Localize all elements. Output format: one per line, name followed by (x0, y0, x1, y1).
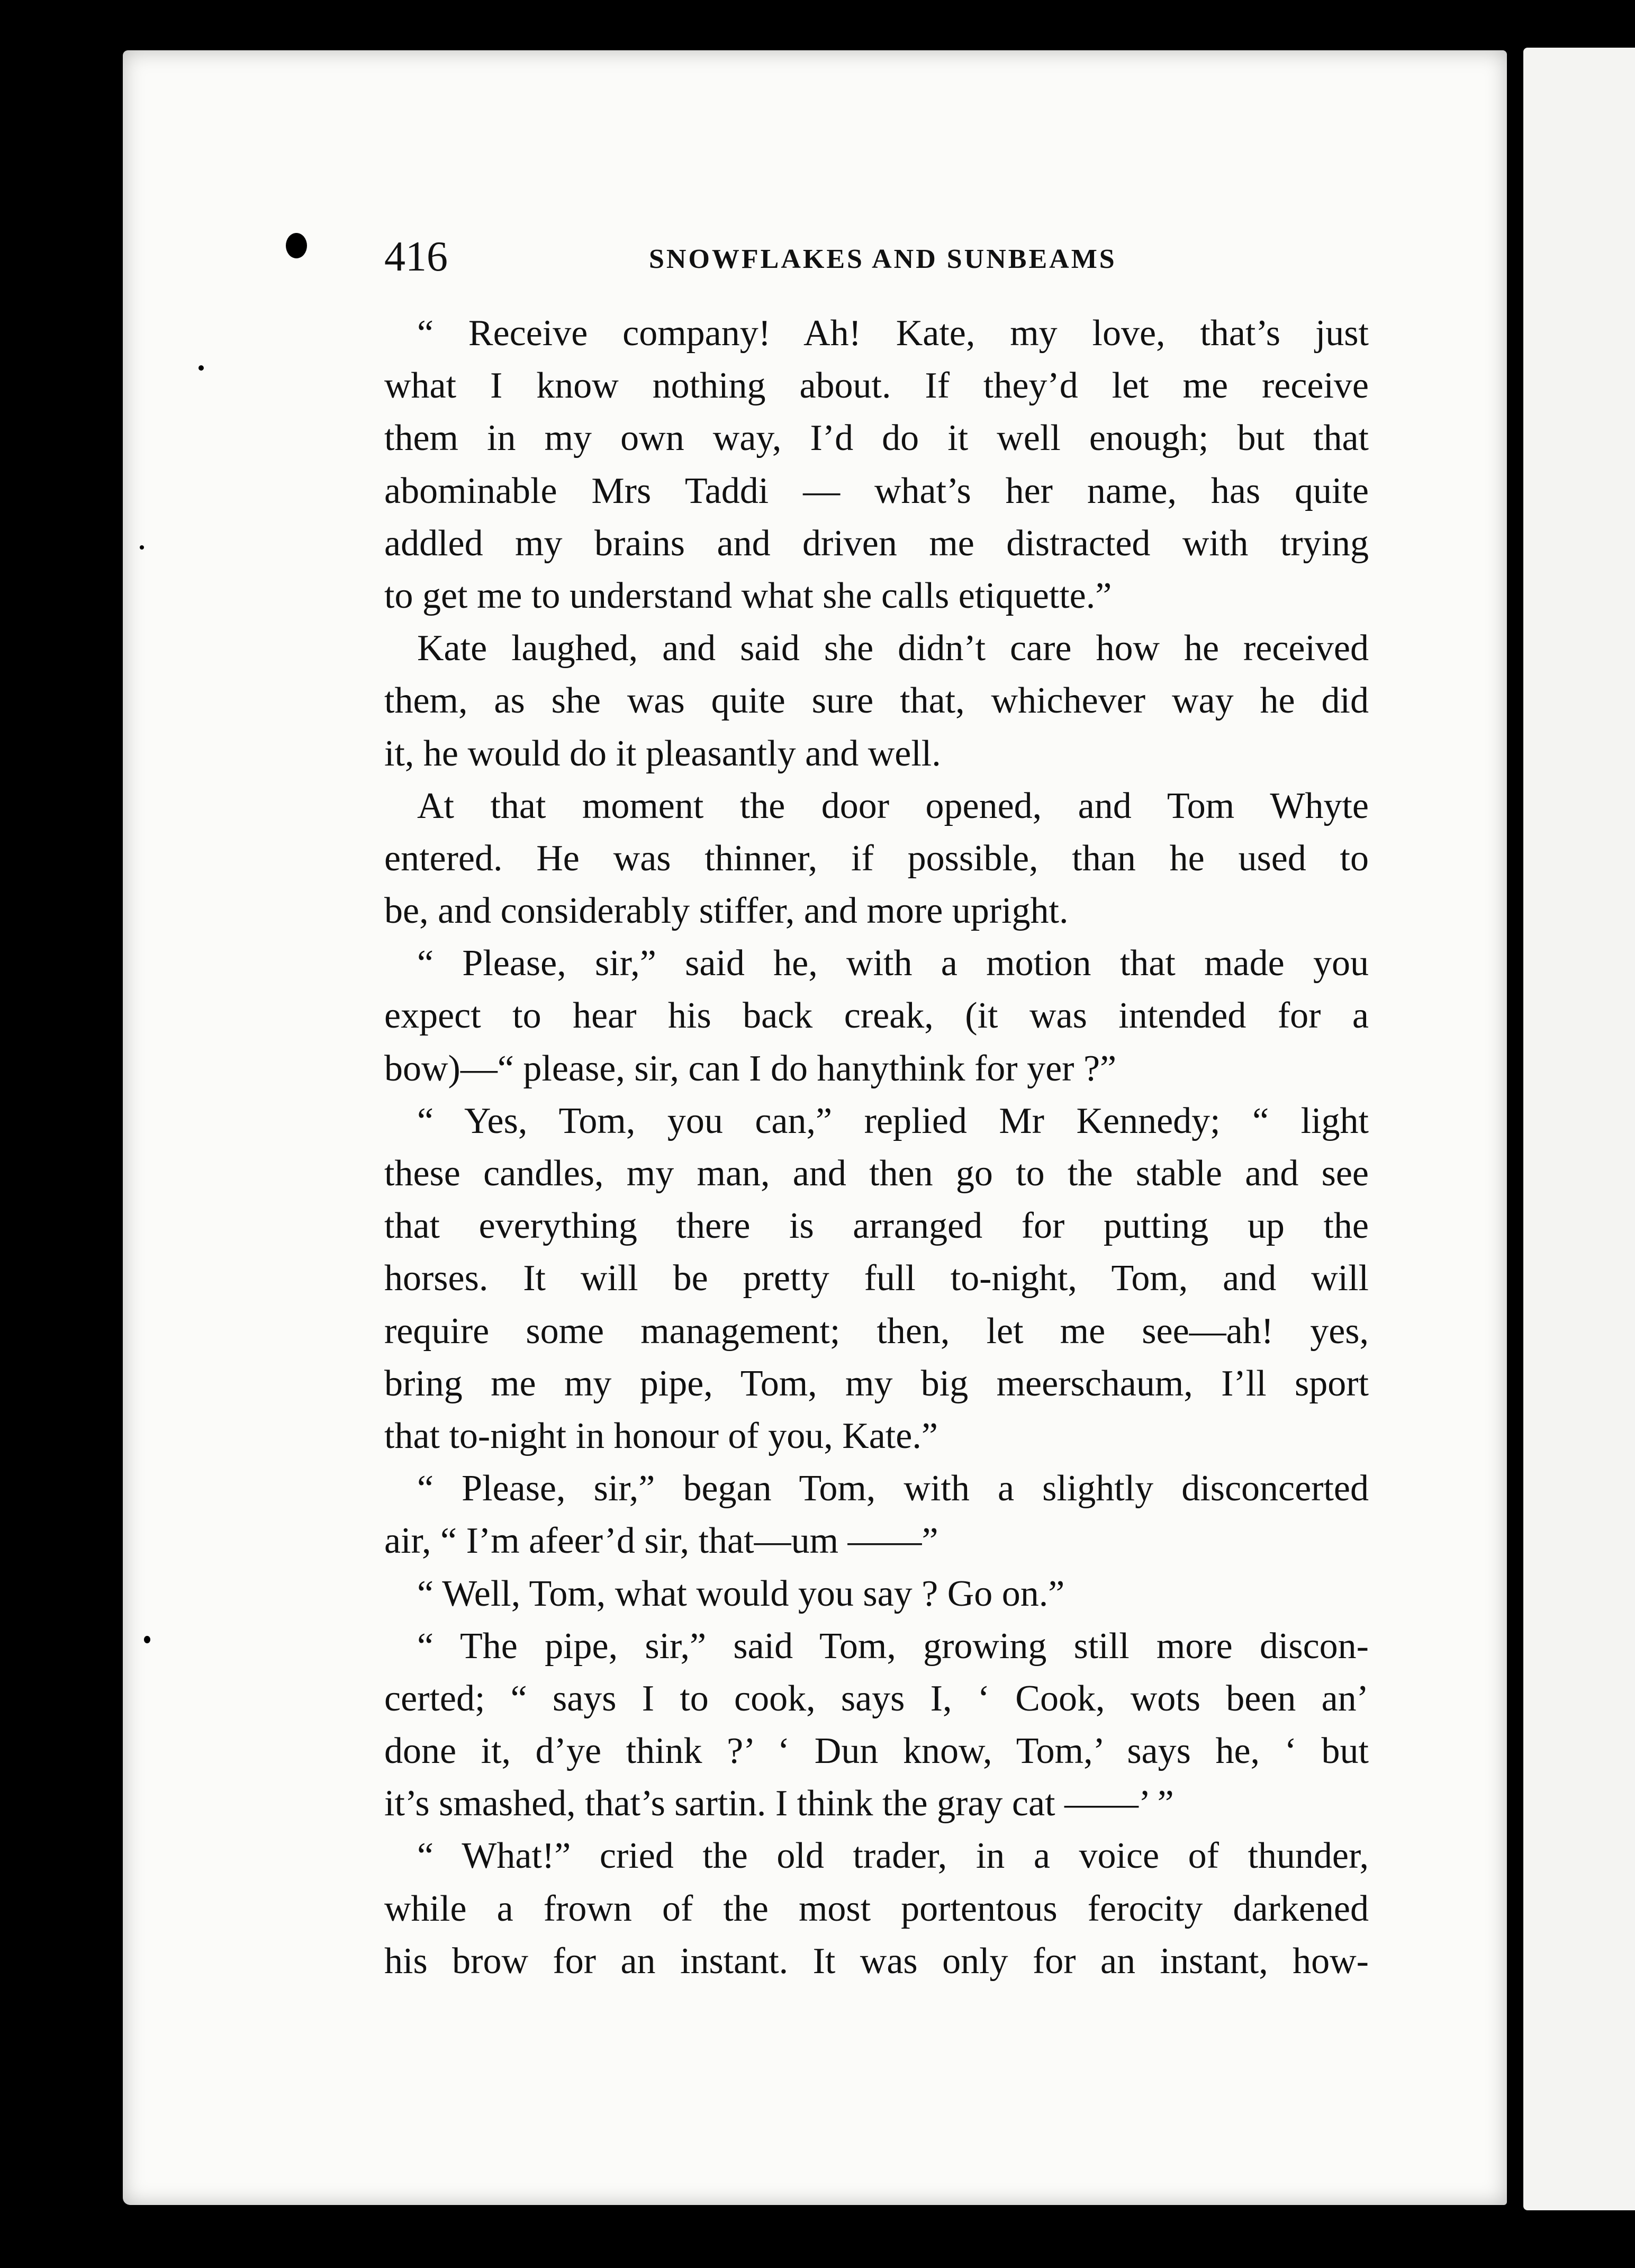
text-line: “ Please, sir,” said he, with a motion that made you (417, 943, 1369, 984)
text-line: addled my brains and driven me distracted with trying (384, 523, 1369, 564)
text-line: “ Receive company! Ah! Kate, my love, that’s just (417, 313, 1369, 354)
text-line: Kate laughed, and said she didn’t care how he received (417, 628, 1369, 669)
text-line: while a frown of the most portentous ferocity darkened (384, 1888, 1369, 1929)
text-line: air, “ I’m afeer’d sir, that—um ——” (384, 1520, 938, 1562)
text-line: done it, d’ye think ?’ ‘ Dun know, Tom,’ says he, ‘ but (384, 1731, 1369, 1772)
text-line: his brow for an instant. It was only for an instant, how- (384, 1940, 1369, 1982)
adjacent-page-edge (1523, 48, 1635, 2210)
body-text (384, 307, 1369, 1987)
ink-speck (198, 365, 204, 371)
text-line: certed; “ says I to cook, says I, ‘ Cook, wots been an’ (384, 1678, 1369, 1719)
text-line: “ Yes, Tom, you can,” replied Mr Kennedy; “ light (417, 1100, 1369, 1141)
text-line: “ The pipe, sir,” said Tom, growing still more discon- (417, 1625, 1369, 1667)
text-line: expect to hear his back creak, (it was intended for a (384, 995, 1369, 1037)
text-line: that everything there is arranged for putting up the (384, 1205, 1369, 1247)
running-title: SNOWFLAKES AND SUNBEAMS (649, 244, 1117, 274)
text-line: be, and considerably stiffer, and more upright. (384, 890, 1069, 932)
text-line: abominable Mrs Taddi — what’s her name, has quite (384, 470, 1369, 511)
ink-speck (144, 1636, 150, 1643)
ink-speck (140, 545, 144, 550)
page-number: 416 (384, 233, 448, 280)
text-line: “ What!” cried the old trader, in a voice of thunder, (417, 1835, 1369, 1877)
text-line: “ Please, sir,” began Tom, with a slightly disconcerted (417, 1468, 1369, 1509)
text-line: At that moment the door opened, and Tom Whyte (417, 785, 1369, 826)
running-head (384, 228, 1369, 286)
text-line: what I know nothing about. If they’d let me receive (384, 365, 1369, 407)
text-line: bring me my pipe, Tom, my big meerschaum, I’ll sport (384, 1363, 1369, 1404)
text-line: it’s smashed, that’s sartin. I think the gray cat ——’ ” (384, 1783, 1174, 1824)
text-line: entered. He was thinner, if possible, than he used to (384, 838, 1369, 879)
text-line: horses. It will be pretty full to-night, Tom, and will (384, 1258, 1369, 1299)
text-line: it, he would do it pleasantly and well. (384, 733, 941, 774)
text-line: bow)—“ please, sir, can I do hanythink for yer ?” (384, 1048, 1117, 1089)
text-line: them, as she was quite sure that, whichever way he did (384, 680, 1369, 722)
text-line: to get me to understand what she calls etiquette.” (384, 575, 1112, 616)
text-line: them in my own way, I’d do it well enough; but that (384, 418, 1369, 459)
text-line: that to-night in honour of you, Kate.” (384, 1415, 938, 1456)
ink-blot (286, 233, 307, 258)
text-line: these candles, my man, and then go to the stable and see (384, 1153, 1369, 1194)
text-line: require some management; then, let me see—ah! yes, (384, 1310, 1369, 1352)
text-line: “ Well, Tom, what would you say ? Go on.” (417, 1573, 1065, 1614)
